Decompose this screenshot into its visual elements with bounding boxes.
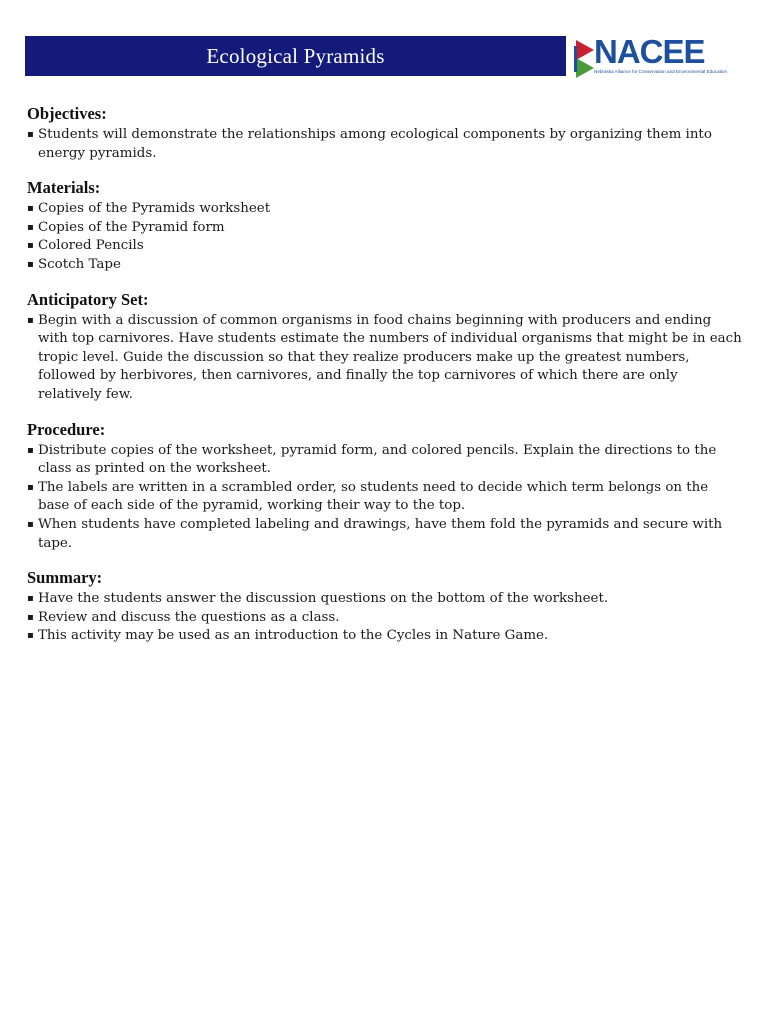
list-item: ▪ This activity may be used as an introduction to the Cycles in Nature Game. xyxy=(27,627,742,646)
bullet-icon: ▪ xyxy=(27,630,34,642)
nacee-logo xyxy=(574,34,734,80)
logo-tagline: Nebraska Alliance for Conservation and Environmental Education xyxy=(594,69,728,74)
procedure-heading: Procedure: xyxy=(27,419,106,439)
bullet-icon: ▪ xyxy=(27,481,34,493)
bullet-icon: ▪ xyxy=(27,221,34,233)
materials-section xyxy=(27,177,742,274)
list-item: ▪ Scotch Tape xyxy=(27,256,742,275)
procedure-section xyxy=(27,419,742,554)
anticipatory-set-list xyxy=(27,312,742,405)
anticipatory-set-heading: Anticipatory Set: xyxy=(27,289,149,309)
bullet-icon: ▪ xyxy=(27,258,34,270)
materials-list xyxy=(27,200,742,274)
bullet-icon: ▪ xyxy=(27,240,34,252)
bullet-icon: ▪ xyxy=(27,593,34,605)
bullet-icon: ▪ xyxy=(27,314,34,326)
list-item: ▪ When students have completed labeling and drawings, have them fold the pyramids and secure with tape. xyxy=(27,516,723,551)
list-item: ▪ Have the students answer the discussion questions on the bottom of the worksheet. xyxy=(27,590,742,609)
list-item: ▪ Review and discuss the questions as a class. xyxy=(27,609,742,628)
summary-heading: Summary: xyxy=(27,568,103,588)
bullet-icon: ▪ xyxy=(27,444,34,456)
page-title: Ecological Pyramids xyxy=(206,43,385,68)
bullet-icon: ▪ xyxy=(27,129,34,140)
title-banner xyxy=(25,36,566,76)
procedure-list xyxy=(27,442,742,554)
list-item: ▪ Colored Pencils xyxy=(27,237,742,256)
logo-wordmark: NACEE xyxy=(594,33,705,70)
nacee-logo-mark-icon xyxy=(574,38,596,78)
lesson-content xyxy=(27,103,742,660)
objectives-list xyxy=(27,126,742,163)
list-item: ▪ Distribute copies of the worksheet, pyramid form, and colored pencils. Explain the directions to the class as printed on the worksheet. xyxy=(27,442,717,477)
summary-list xyxy=(27,590,742,646)
list-item: ▪ Copies of the Pyramid form xyxy=(27,219,742,238)
objectives-heading: Objectives: xyxy=(27,104,107,123)
list-item: ▪ The labels are written in a scrambled order, so students need to decide which term belongs on the base of each side of the pyramid, working their way to the top. xyxy=(27,479,709,514)
bullet-icon: ▪ xyxy=(27,611,34,623)
anticipatory-set-section xyxy=(27,289,742,405)
materials-heading: Materials: xyxy=(27,178,101,198)
bullet-icon: ▪ xyxy=(27,203,34,215)
list-item: ▪ Students will demonstrate the relationships among ecological components by organizing them into energy pyramids. xyxy=(27,127,712,161)
objectives-section xyxy=(27,103,742,163)
bullet-icon: ▪ xyxy=(27,518,34,530)
summary-section xyxy=(27,567,742,646)
list-item: ▪ Copies of the Pyramids worksheet xyxy=(27,200,742,219)
list-item: ▪ Begin with a discussion of common organisms in food chains beginning with producers and ending with top carnivores. Have students estimate the numbers of individual organisms that might be in each tropic level. Guide the discussion so that they realize producers make up the greatest numbers, followed by herbivores, then carnivores, and finally the top carnivores of which there are only relatively few. xyxy=(27,312,742,402)
